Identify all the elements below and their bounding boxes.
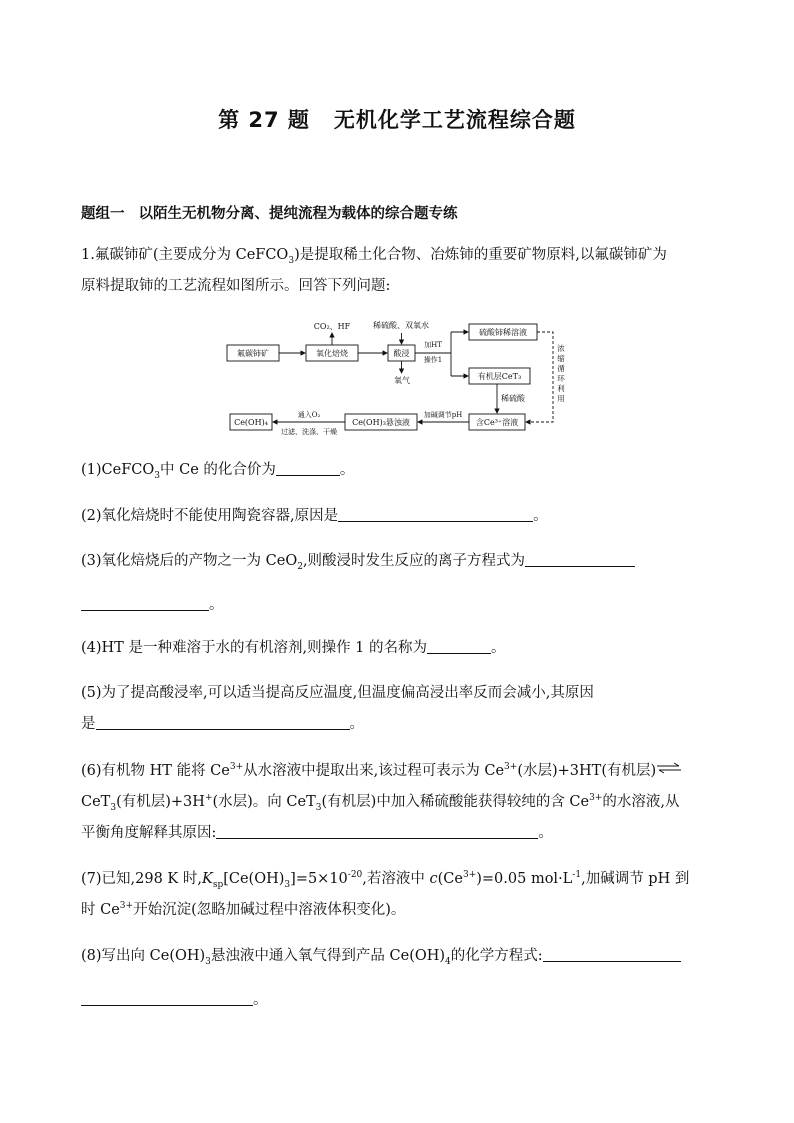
label-organic: 有机层CeT₃ — [477, 372, 522, 381]
sub-question-5-cont: 是 。 — [81, 716, 364, 732]
equilibrium-arrow-icon — [656, 762, 682, 774]
group-name: 以陌生无机物分离、提纯流程为载体的综合题专练 — [138, 206, 458, 222]
sub-question-2: (2)氧化焙烧时不能使用陶瓷容器,原因是 。 — [81, 508, 548, 524]
answer-blank[interactable] — [81, 596, 209, 611]
sub-question-5: (5)为了提高酸浸率,可以适当提高反应温度,但温度偏高浸出率反而会减小,其原因 — [81, 685, 594, 701]
sub-question-4: (4)HT 是一种难溶于水的有机溶剂,则操作 1 的名称为 。 — [81, 640, 506, 656]
sub-question-3-cont: 。 — [81, 590, 713, 621]
label-oxygen: 氧气 — [394, 376, 410, 385]
answer-blank[interactable] — [525, 552, 635, 567]
label-reagents: 稀硫酸、双氧水 — [373, 321, 429, 330]
answer-blank[interactable] — [216, 824, 538, 839]
label-ce-sulfate: 硫酸铈稀溶液 — [479, 328, 527, 337]
label-recycle: 浓缩循环利用 — [557, 344, 565, 403]
sub-question-6-end: 平衡角度解释其原因: 。 — [81, 825, 553, 841]
label-adjust-ph: 加碱调节pH — [423, 411, 463, 419]
label-leach: 酸浸 — [393, 349, 410, 358]
label-suspension: Ce(OH)₃悬浊液 — [352, 418, 410, 427]
label-pass-o2: 通入O₂ — [297, 411, 321, 419]
answer-blank[interactable] — [338, 507, 533, 522]
answer-blank[interactable] — [543, 947, 681, 962]
page-title — [0, 104, 794, 134]
sub-question-3: (3)氧化焙烧后的产物之一为 CeO$_2$,则酸浸时发生反应的离子方程式为 — [81, 546, 713, 577]
label-add-ht: 加HT — [424, 341, 442, 349]
answer-blank[interactable] — [96, 715, 350, 730]
question-number: 第 27 题 — [218, 108, 310, 132]
label-roast: 氧化焙烧 — [316, 349, 348, 358]
sub-question-6: (6)有机物 HT 能将 $Ce^{3+}$从水溶液中提取出来,该过程可表示为 $Ce^{3+}$(水层)+3HT(有机层) — [81, 756, 713, 787]
answer-blank[interactable] — [276, 461, 340, 476]
question-stem-line2: 原料提取铈的工艺流程如图所示。回答下列问题: — [81, 278, 391, 294]
label-ore: 氟碳铈矿 — [237, 349, 269, 358]
process-flow-diagram — [225, 315, 570, 440]
label-roast-gas: CO₂、HF — [313, 322, 351, 331]
sub-question-7: (7)已知,298 K 时$,K_{sp}[Ce(OH)_3]=5\times 10^{-20}$,若溶液中 $c(Ce^{3+})=0.05$ $mol\cdot L^{-1}$,加碱调节 pH 到 — [81, 870, 690, 890]
label-product: Ce(OH)₄ — [234, 418, 268, 427]
label-ce-solution: 含Ce³⁺溶液 — [475, 418, 519, 427]
group-heading — [81, 202, 458, 223]
sub-question-8: (8)写出向 $Ce(OH)_3$悬浊液中通入氧气得到产品 $Ce(OH)_4$的化学方程式: — [81, 941, 713, 972]
label-op1: 操作1 — [423, 356, 443, 364]
sub-question-1: (1)CeFCO$_3$中 Ce 的化合价为 。 — [81, 462, 355, 481]
label-dilute-acid: 稀硫酸 — [501, 394, 525, 403]
question-type: 无机化学工艺流程综合题 — [333, 108, 576, 132]
sub-question-8-cont: 。 — [81, 985, 713, 1016]
question-stem: 1.氟碳铈矿(主要成分为 CeFCO$_3$)是提取稀土化合物、冶炼铈的重要矿物原料,以氟碳铈矿为 — [81, 247, 667, 266]
group-label: 题组一 — [81, 206, 125, 222]
label-filter: 过滤、洗涤、干燥 — [281, 428, 337, 436]
sub-question-7-cont: 时 $Ce^{3+}$开始沉淀(忽略加碱过程中溶液体积变化)。 — [81, 901, 406, 918]
answer-blank[interactable] — [81, 991, 253, 1006]
answer-blank[interactable] — [427, 639, 491, 654]
sub-question-6-cont: CeT$_3$(有机层)+3H+(水层)。向 CeT$_3$(有机层)中加入稀硫酸能获得较纯的含 $Ce^{3+}$的水溶液,从 — [81, 793, 680, 813]
